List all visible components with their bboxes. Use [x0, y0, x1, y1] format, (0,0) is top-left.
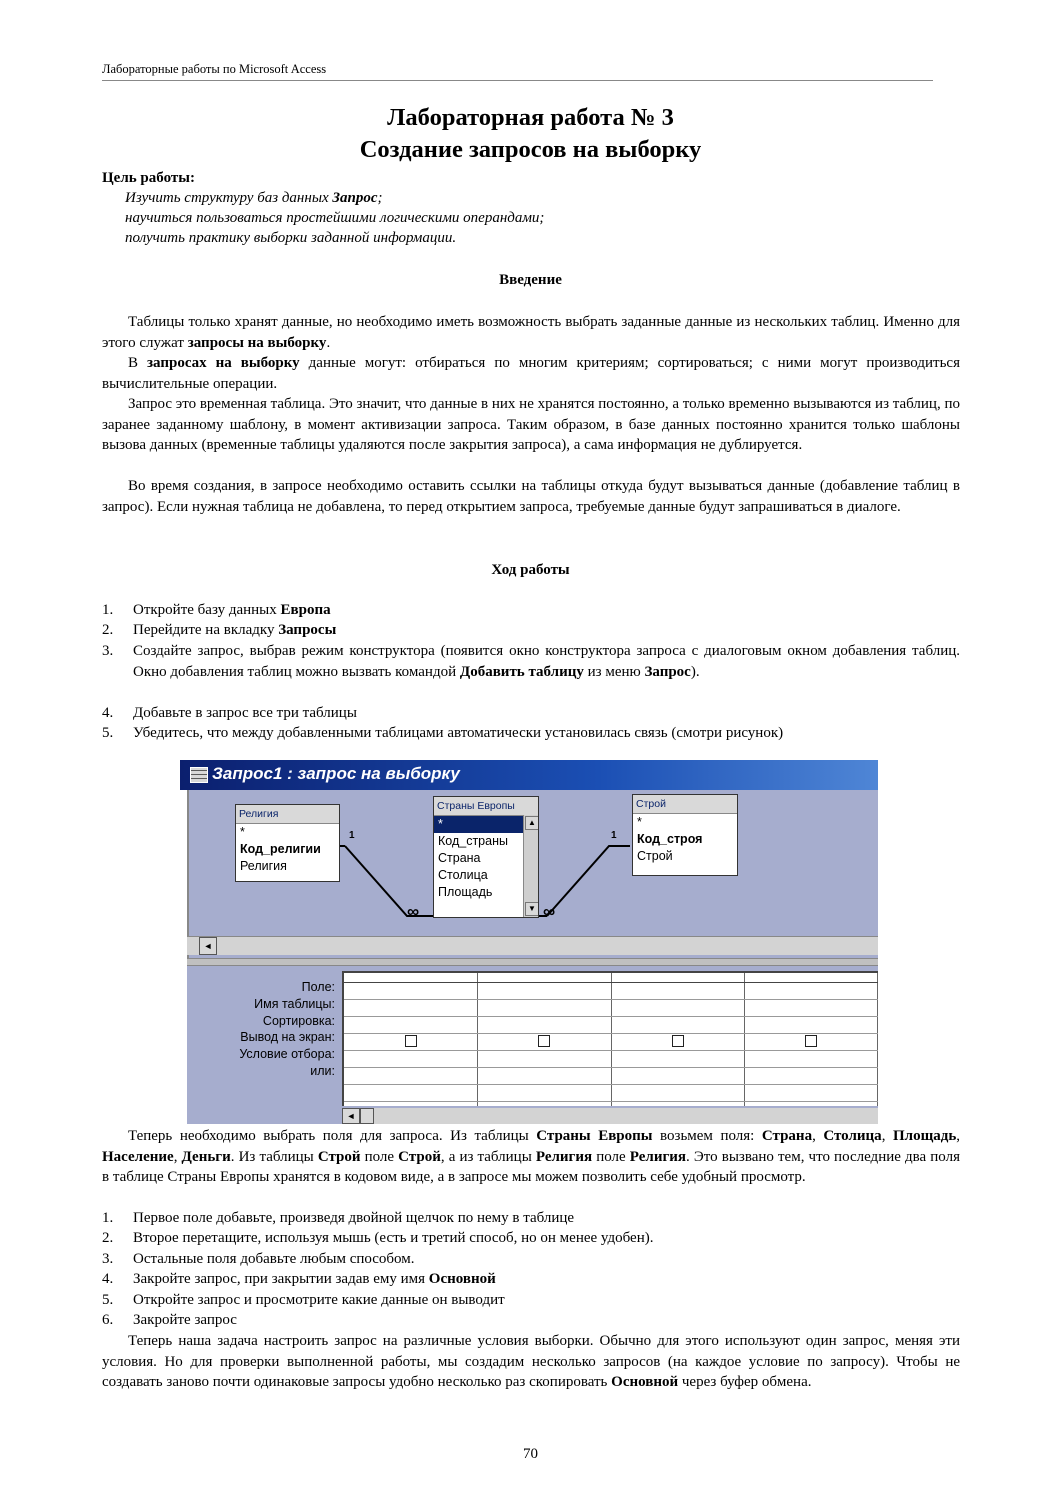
grid-row-label: Вывод на экран:	[240, 1030, 335, 1044]
field-list-title[interactable]: Религия	[236, 805, 339, 824]
field-item[interactable]: *	[637, 815, 642, 829]
step-item: 6. Закройте запрос	[102, 1312, 237, 1328]
bold-term: Строй	[398, 1148, 441, 1165]
relation-one-label: 1	[349, 830, 355, 841]
after-paragraph-1	[102, 1126, 960, 1188]
query-grid-pane	[187, 966, 878, 1124]
field-item[interactable]: Код_религии	[240, 842, 321, 856]
scroll-down-arrow[interactable]: ▼	[525, 902, 539, 916]
scroll-thumb[interactable]	[360, 1108, 374, 1124]
step-item: 3. Создайте запрос, выбрав режим конструктора (появится окно конструктора запроса с диалоговым окном добавления таблиц. Окно добавления таблиц можно вызвать командой Добавить таблицу из меню Запрос).	[102, 643, 960, 680]
field-list-title[interactable]: Страны Европы	[434, 797, 538, 816]
grid-row-label: Сортировка:	[262, 1014, 335, 1028]
field-list-scrollbar[interactable]	[523, 815, 538, 917]
grid-row-label: Имя таблицы:	[254, 997, 335, 1011]
bold-term: Столица	[823, 1128, 882, 1144]
text-run: ,	[881, 1128, 893, 1144]
text-run: ,	[812, 1128, 824, 1144]
text-run: , а из таблицы	[440, 1148, 536, 1165]
page-number: 70	[523, 1446, 538, 1462]
header-rule	[102, 80, 933, 81]
field-item[interactable]: *	[240, 825, 245, 839]
bold-term: Население	[102, 1148, 174, 1165]
text-run: поле	[360, 1148, 399, 1165]
query-window-title: Запрос1 : запрос на выборку	[212, 764, 460, 783]
bold-term: Страны Европы	[536, 1128, 653, 1144]
grid-row-label: Условие отбора:	[239, 1047, 335, 1061]
text-run: ,	[173, 1148, 182, 1165]
pane-splitter[interactable]	[187, 958, 878, 966]
step-item: 4. Добавьте в запрос все три таблицы	[102, 705, 357, 721]
lab-subtitle: Создание запросов на выборку	[359, 136, 702, 163]
text-run: ,	[956, 1128, 961, 1144]
grid-row-label: Поле:	[301, 980, 335, 994]
grid-row-label: или:	[310, 1064, 335, 1078]
table-pane	[187, 790, 878, 958]
scroll-left-arrow[interactable]: ◄	[199, 937, 217, 955]
field-item[interactable]: Код_строя	[637, 832, 703, 846]
section-heading-work: Ход работы	[491, 562, 570, 578]
text-run: Теперь необходимо выбрать поля для запроса. Из таблицы	[128, 1128, 537, 1144]
field-item[interactable]: Религия	[240, 859, 287, 873]
bold-term: Религия	[535, 1148, 593, 1165]
text-run: . Из таблицы	[230, 1148, 318, 1165]
field-list-religion[interactable]	[235, 804, 340, 882]
table-pane-scrollbar[interactable]	[187, 936, 878, 955]
step-item: 2. Перейдите на вкладку Запросы	[102, 622, 337, 638]
intro-paragraph-1: Таблицы только хранят данные, но необходимо иметь возможность выбрать заданные данные из нескольких таблиц. Именно для этого служат запросы на выборку.	[102, 314, 960, 351]
section-heading-intro: Введение	[499, 272, 562, 288]
show-checkbox[interactable]	[538, 1035, 550, 1047]
query-window-titlebar	[180, 760, 878, 790]
scroll-left-arrow[interactable]: ◄	[342, 1108, 360, 1124]
show-checkbox[interactable]	[805, 1035, 817, 1047]
scroll-up-arrow[interactable]: ▲	[525, 816, 539, 830]
goal-item: получить практику выборки заданной информации.	[125, 230, 457, 246]
query-grid-icon	[190, 767, 208, 783]
step-item: 3. Остальные поля добавьте любым способом.	[102, 1251, 415, 1267]
text-run: поле	[592, 1148, 630, 1165]
field-list-countries[interactable]	[433, 796, 539, 918]
field-item[interactable]: *	[434, 816, 523, 833]
bold-term: Деньги	[181, 1148, 231, 1165]
field-item[interactable]: Площадь	[438, 885, 493, 899]
bold-term: Религия	[629, 1148, 687, 1165]
bold-term: Страна	[761, 1128, 813, 1144]
intro-paragraph-2: В запросах на выборку данные могут: отбираться по многим критериям; сортироваться; с ними могут производиться вычислительные операции.	[102, 355, 960, 392]
step-item: 2. Второе перетащите, используя мышь (есть и третий способ, но он менее удобен).	[102, 1230, 654, 1246]
step-item: 1. Первое поле добавьте, произведя двойной щелчок по нему в таблице	[102, 1210, 575, 1226]
field-item[interactable]: Столица	[438, 868, 488, 882]
running-header: Лабораторные работы по Microsoft Access	[102, 62, 327, 76]
relation-one-label: 1	[611, 830, 617, 841]
text-run: возьмем поля:	[652, 1128, 762, 1144]
relation-many-label: ∞	[407, 902, 420, 921]
bold-term: Площадь	[892, 1128, 957, 1144]
step-item: 5. Убедитесь, что между добавленными таблицами автоматически установилась связь (смотри рисунок)	[102, 725, 784, 741]
step-item: 4. Закройте запрос, при закрытии задав ему имя Основной	[102, 1271, 496, 1287]
intro-paragraph-4: Во время создания, в запросе необходимо оставить ссылки на таблицы откуда будут вызываться данные (добавление таблиц в запрос). Если нужная таблица не добавлена, то перед открытием запроса, требуемые данные будут запрашиваться в диалоге.	[102, 478, 960, 515]
intro-paragraph-3: Запрос это временная таблица. Это значит, что данные в них не хранятся постоянно, а только временно вызываются из таблиц, по заранее заданному шаблону, в момент активизации запроса. Таким образом, в базе данных постоянно хранится только шаблоны вызова данных (временные таблицы удаляются после закрытия запроса), а сама информация не дублируется.	[102, 396, 960, 453]
field-list-title[interactable]: Строй	[633, 795, 737, 814]
field-item[interactable]: Код_страны	[438, 834, 508, 848]
lab-title: Лабораторная работа № 3	[387, 104, 674, 131]
relation-many-label: ∞	[543, 902, 556, 921]
field-item[interactable]: Строй	[637, 849, 673, 863]
text-run: . Это вызвано тем, что последние два поля в таблице Страны Европы хранятся в кодовом виде, а в запросе мы можем позволить себе удобный просмотр.	[102, 1148, 960, 1185]
goal-heading: Цель работы:	[102, 170, 195, 186]
show-checkbox[interactable]	[405, 1035, 417, 1047]
design-grid[interactable]	[342, 971, 878, 1106]
goal-item: Изучить структуру баз данных Запрос;	[125, 190, 383, 206]
bold-term: Строй	[317, 1148, 361, 1165]
field-list-regime[interactable]	[632, 794, 738, 876]
step-item: 1. Откройте базу данных Европа	[102, 602, 331, 618]
step-item: 5. Откройте запрос и просмотрите какие данные он выводит	[102, 1292, 505, 1308]
query-designer-screenshot	[180, 760, 878, 1124]
field-item[interactable]: Страна	[438, 851, 481, 865]
grid-scrollbar[interactable]	[342, 1108, 878, 1124]
show-checkbox[interactable]	[672, 1035, 684, 1047]
goal-item: научиться пользоваться простейшими логическими операндами;	[125, 210, 545, 226]
after-paragraph-2: Теперь наша задача настроить запрос на различные условия выборки. Обычно для этого используют один запрос, меняя эти условия. Но для проверки выполненной работы, мы создадим несколько запросов (на каждое условие по запросу). Чтобы не создавать заново почти одинаковые запросы удобно несколько раз скопировать Основной через буфер обмена.	[102, 1333, 960, 1390]
